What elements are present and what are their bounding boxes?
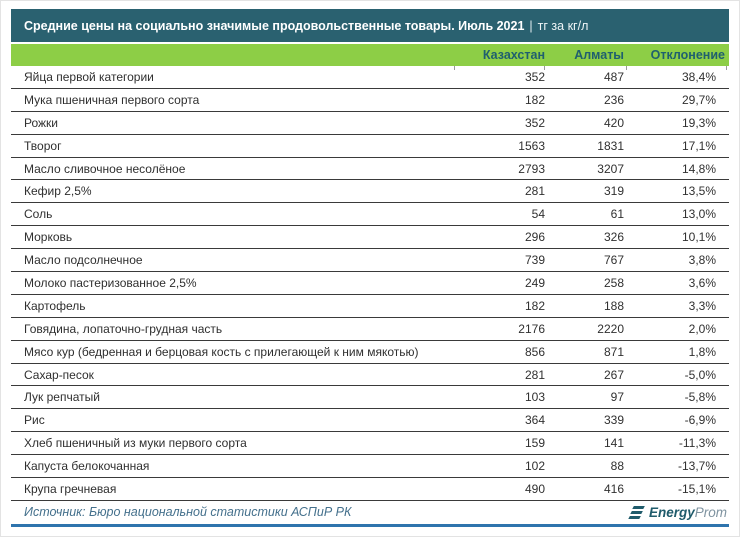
product-name: Масло подсолнечное [24,253,143,268]
product-name: Сахар-песок [24,367,94,382]
table-header-row [11,44,729,66]
product-name: Говядина, лопаточно-грудная часть [24,321,223,336]
price-almaty: 871 [603,344,624,359]
price-deviation: 10,1% [681,230,716,245]
price-deviation: 38,4% [681,69,716,84]
title-separator: | [529,18,533,33]
table-row [11,386,729,409]
price-kazakhstan: 281 [524,184,545,199]
product-name: Творог [24,138,62,153]
price-deviation: 3,3% [688,298,716,313]
product-name: Мясо кур (бедренная и берцовая кость с прилегающей к ним мякотью) [24,344,419,359]
price-deviation: 2,0% [688,321,716,336]
product-name: Рис [24,413,45,428]
product-name: Яйца первой категории [24,69,154,84]
table-row [11,89,729,112]
price-almaty: 88 [610,459,624,474]
table-row [11,226,729,249]
report-unit: тг за кг/л [537,18,589,33]
price-almaty: 420 [603,115,624,130]
price-almaty: 2220 [597,321,624,336]
product-name: Хлеб пшеничный из муки первого сорта [24,436,247,451]
price-deviation: -15,1% [677,481,716,496]
energyprom-logo [629,505,729,520]
price-kazakhstan: 352 [524,69,545,84]
price-kazakhstan: 2793 [518,161,545,176]
table-row [11,409,729,432]
price-deviation: 3,6% [688,275,716,290]
price-deviation: 13,0% [681,207,716,222]
price-almaty: 319 [603,184,624,199]
price-deviation: -5,8% [684,390,716,405]
price-deviation: 3,8% [688,253,716,268]
price-deviation: 29,7% [681,92,716,107]
product-name: Мука пшеничная первого сорта [24,92,200,107]
source-note: Источник: Бюро национальной статистики АСПиР РК [24,505,352,520]
column-header-almaty: Алматы [574,48,624,62]
column-header-kazakhstan: Казахстан [482,48,545,62]
price-almaty: 236 [603,92,624,107]
price-kazakhstan: 739 [524,253,545,268]
price-deviation: -11,3% [678,436,716,451]
table-row [11,203,729,226]
price-almaty: 61 [610,207,624,222]
price-deviation: 19,3% [681,115,716,130]
table-row [11,135,729,158]
table-row [11,432,729,455]
price-almaty: 141 [603,436,624,451]
table-row [11,364,729,387]
header-column-tick [544,66,545,70]
price-deviation: -5,0% [684,367,716,382]
header-column-tick [726,66,727,70]
price-deviation: -13,7% [677,459,716,474]
report-title: Средние цены на социально значимые продовольственные товары. Июль 2021 [24,18,525,33]
product-name: Крупа гречневая [24,481,117,496]
product-name: Морковь [24,230,73,245]
price-almaty: 416 [603,481,624,496]
table-row [11,249,729,272]
table-row [11,180,729,203]
price-almaty: 487 [603,69,624,84]
price-almaty: 326 [603,230,624,245]
table-row [11,66,729,89]
product-name: Соль [24,207,53,222]
price-kazakhstan: 281 [524,367,545,382]
price-kazakhstan: 54 [531,207,545,222]
price-almaty: 188 [603,298,624,313]
table-row [11,341,729,364]
price-kazakhstan: 856 [524,344,545,359]
product-name: Кефир 2,5% [24,184,92,199]
table-row [11,455,729,478]
price-kazakhstan: 490 [524,481,545,496]
price-deviation: 13,5% [681,184,716,199]
price-kazakhstan: 182 [524,298,545,313]
price-kazakhstan: 364 [524,413,545,428]
price-kazakhstan: 182 [524,92,545,107]
report-title-bar [11,9,729,42]
price-almaty: 258 [603,275,624,290]
price-kazakhstan: 2176 [518,321,545,336]
header-column-tick [454,66,455,70]
table-row [11,272,729,295]
price-almaty: 97 [610,390,624,405]
table-row [11,318,729,341]
price-almaty: 767 [603,253,624,268]
table-row [11,158,729,181]
column-header-deviation: Отклонение [650,48,725,62]
price-deviation: 17,1% [681,138,716,153]
price-deviation: -6,9% [684,413,716,428]
price-kazakhstan: 1563 [518,138,545,153]
product-name: Капуста белокочанная [24,459,150,474]
price-almaty: 1831 [597,138,624,153]
price-kazakhstan: 352 [524,115,545,130]
product-name: Лук репчатый [24,390,100,405]
product-name: Рожки [24,115,58,130]
product-name: Картофель [24,298,86,313]
table-row [11,295,729,318]
table-body [11,66,729,501]
product-name: Молоко пастеризованное 2,5% [24,275,197,290]
price-deviation: 1,8% [688,344,716,359]
price-almaty: 267 [603,367,624,382]
price-deviation: 14,8% [681,161,716,176]
price-almaty: 3207 [597,161,624,176]
energyprom-logo-icon [629,506,645,519]
energyprom-logo-text: EnergyProm [648,504,727,520]
report-footer [11,501,729,527]
price-kazakhstan: 296 [524,230,545,245]
table-row [11,112,729,135]
table-row [11,478,729,501]
price-kazakhstan: 103 [524,390,545,405]
price-almaty: 339 [603,413,624,428]
product-name: Масло сливочное несолёное [24,161,186,176]
header-column-tick [626,66,627,70]
price-kazakhstan: 159 [524,436,545,451]
price-kazakhstan: 249 [524,275,545,290]
price-kazakhstan: 102 [524,459,545,474]
